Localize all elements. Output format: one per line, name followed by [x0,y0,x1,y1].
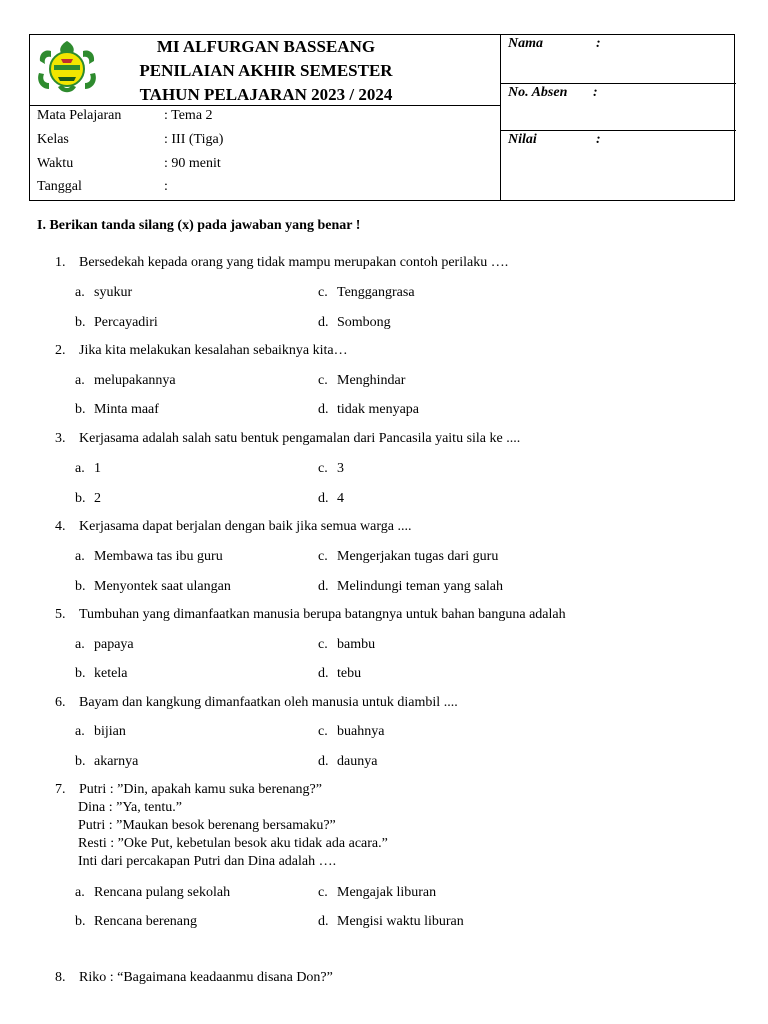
option-1c[interactable]: c. Tenggangrasa [318,285,415,300]
question-4: 4. Kerjasama dapat berjalan dengan baik jika semua warga .... [55,519,412,534]
info-value-class: : III (Tiga) [164,132,224,147]
option-1b[interactable]: b. Percayadiri [75,315,158,330]
exam-header-box [29,34,735,201]
school-logo-icon [36,39,98,95]
option-2a[interactable]: a. melupakannya [75,373,176,388]
dialog-line-4: Inti dari percakapan Putri dan Dina adalah …. [78,854,337,869]
header-divider-left [30,105,500,106]
field-name-label: Nama [508,36,543,51]
option-7c[interactable]: c. Mengajak liburan [318,885,437,900]
option-3d[interactable]: d. 4 [318,491,344,506]
section-instruction: I. Berikan tanda silang (x) pada jawaban yang benar ! [37,218,361,233]
header-divider-vertical [500,35,501,200]
option-3b[interactable]: b. 2 [75,491,101,506]
option-6a[interactable]: a. bijian [75,724,126,739]
option-4d[interactable]: d. Melindungi teman yang salah [318,579,504,594]
question-5: 5. Tumbuhan yang dimanfaatkan manusia berupa batangnya untuk bahan banguna adalah [55,607,566,622]
info-label-class: Kelas [37,132,69,147]
option-4a[interactable]: a. Membawa tas ibu guru [75,549,223,564]
exam-title: PENILAIAN AKHIR SEMESTER [139,61,393,80]
option-6c[interactable]: c. buahnya [318,724,385,739]
dialog-line-3: Resti : ”Oke Put, kebetulan besok aku tidak ada acara.” [78,836,388,851]
info-value-subject: : Tema 2 [164,108,213,123]
question-7: 7. Putri : ”Din, apakah kamu suka berenang?” [55,782,322,797]
option-3a[interactable]: a. 1 [75,461,101,476]
question-6: 6. Bayam dan kangkung dimanfaatkan oleh manusia untuk diambil .... [55,695,458,710]
option-6d[interactable]: d. daunya [318,754,378,769]
field-absen-colon[interactable]: : [593,85,598,100]
option-7d[interactable]: d. Mengisi waktu liburan [318,914,464,929]
school-year: TAHUN PELAJARAN 2023 / 2024 [139,85,393,104]
field-score-label: Nilai [508,132,537,147]
option-4b[interactable]: b. Menyontek saat ulangan [75,579,231,594]
option-5a[interactable]: a. papaya [75,637,134,652]
question-3: 3. Kerjasama adalah salah satu bentuk pengamalan dari Pancasila yaitu sila ke .... [55,431,521,446]
info-value-date: : [164,179,168,194]
option-7a[interactable]: a. Rencana pulang sekolah [75,885,231,900]
dialog-line-2: Putri : ”Maukan besok berenang bersamaku?” [78,818,336,833]
option-2c[interactable]: c. Menghindar [318,373,406,388]
info-label-subject: Mata Pelajaran [37,108,122,123]
option-5c[interactable]: c. bambu [318,637,376,652]
info-label-time: Waktu [37,156,74,171]
info-label-date: Tanggal [37,179,82,194]
info-value-time: : 90 menit [164,156,221,171]
option-7b[interactable]: b. Rencana berenang [75,914,197,929]
option-2d[interactable]: d. tidak menyapa [318,402,420,417]
field-score-colon[interactable]: : [596,132,601,147]
option-5d[interactable]: d. tebu [318,666,362,681]
option-5b[interactable]: b. ketela [75,666,128,681]
field-absen-label: No. Absen [508,85,568,100]
dialog-line-1: Dina : ”Ya, tentu.” [78,800,182,815]
field-name-colon[interactable]: : [596,36,601,51]
option-2b[interactable]: b. Minta maaf [75,402,159,417]
question-1: 1. Bersedekah kepada orang yang tidak mampu merupakan contoh perilaku …. [55,255,509,270]
option-6b[interactable]: b. akarnya [75,754,139,769]
question-8: 8. Riko : “Bagaimana keadaanmu disana Don?” [55,970,333,985]
option-1d[interactable]: d. Sombong [318,315,391,330]
option-3c[interactable]: c. 3 [318,461,344,476]
school-name: MI ALFURGAN BASSEANG [156,37,376,56]
option-1a[interactable]: a. syukur [75,285,133,300]
option-4c[interactable]: c. Mengerjakan tugas dari guru [318,549,499,564]
question-2: 2. Jika kita melakukan kesalahan sebaiknya kita… [55,343,348,358]
